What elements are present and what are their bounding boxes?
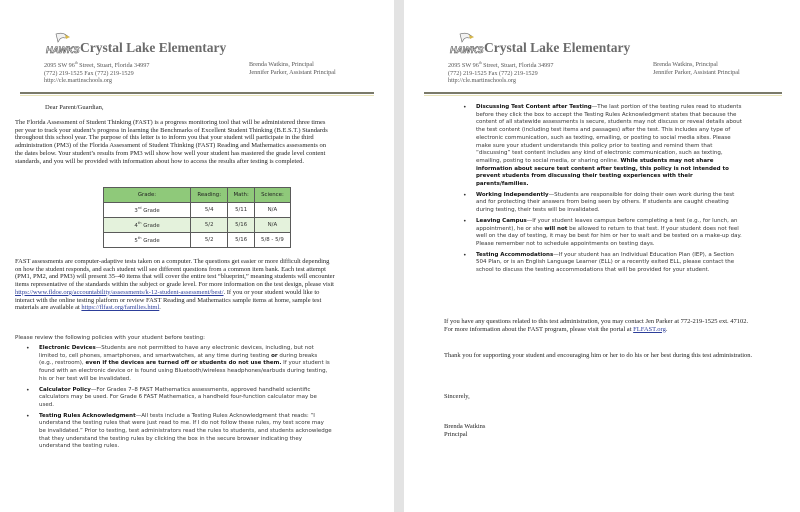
table-row xyxy=(104,218,291,233)
header-divider xyxy=(20,92,374,94)
flfast-families-link[interactable]: https://flfast.org/families.html xyxy=(81,304,160,312)
cell-grade: 4th Grade xyxy=(104,218,191,233)
cell-math: 5/16 xyxy=(228,233,254,248)
cell-math: 5/16 xyxy=(228,218,254,233)
document-page-1 xyxy=(0,0,394,512)
contact-paragraph xyxy=(444,318,764,333)
table-row xyxy=(104,233,291,248)
cell-reading: 5/2 xyxy=(191,233,228,248)
header-math: Math: xyxy=(228,188,254,203)
cell-grade: 3rd Grade xyxy=(104,203,191,218)
header-divider xyxy=(424,92,782,94)
document-page-2 xyxy=(404,0,800,512)
thanks-paragraph: Thank you for supporting your student and encouraging him or her to do his or her best during this test administration. xyxy=(444,352,753,359)
test-schedule-table xyxy=(103,187,291,248)
portal-line: For more information about the FAST program, please visit the portal at FLFAST.org. xyxy=(444,325,668,333)
table-header-row xyxy=(104,188,291,203)
cell-reading: 5/4 xyxy=(191,203,228,218)
policy-calculator: • Calculator Policy—For Grades 7–8 FAST Mathematics assessments, approved handheld scientific calculators may be used. For Grade 6 FAST Mathematics, a handheld four-function calculator may be used. xyxy=(39,387,332,410)
cell-grade: 5th Grade xyxy=(104,233,191,248)
policy-working-independently: • Working Independently—Students are responsible for doing their own work during the test and for protecting their answers from being seen by others. If students are caught cheating during testing, their tests will be invalidated. xyxy=(476,192,746,215)
header-reading: Reading: xyxy=(191,188,228,203)
administrators xyxy=(653,61,740,76)
signer-name: Brenda Watkins xyxy=(444,423,486,430)
cell-math: 5/11 xyxy=(228,203,254,218)
header-grade: Grade: xyxy=(104,188,191,203)
hawks-logo-icon xyxy=(44,32,80,56)
policies-intro: Please review the following policies with your student before testing: xyxy=(15,335,205,341)
school-address: 2095 SW 96th Street, Stuart, Florida 34997 (772) 219-1525 Fax (772) 219-1529 http://cle.martinschools.org xyxy=(44,61,150,85)
signature-block xyxy=(444,423,485,438)
assistant-principal-name: Jennifer Parker, Assistant Principal xyxy=(653,68,740,76)
header-divider-accent xyxy=(20,95,374,96)
closing: Sincerely, xyxy=(444,393,470,400)
contact-line: If you have any questions related to this test administration, you may contact Jen Parker at 772-219-1525 ext. 47102. xyxy=(444,318,749,325)
salutation: Dear Parent/Guardian, xyxy=(45,104,104,111)
adaptive-paragraph: FAST assessments are computer-adaptive tests taken on a computer. The questions get easier or more difficult depending on how the student responds, and each student will see different questions from a common item bank. Each test attempt (PM1, PM2, and PM3) will present 35–40 items that will cover the entire test “blueprint,” meaning students will encounter items representative of the standards within the subject or grade level. For more information on the test design, please visit https://www.fldoe.org/accountability/assessments/k-12-student-assessment/best/. If you or your student would like to interact with the online testing platform or review FAST Reading and Mathematics sample items at home, sample test materials are available at https://flfast.org/families.html. xyxy=(15,258,335,312)
policy-discussing-content: • Discussing Test Content after Testing—The last portion of the testing rules read to students before they click the box to accept the Testing Rules Acknowledgment states that because the content of all statewide assessments is secure, students may not discuss or reveal details about the test content (including test items and passages) after the test. This includes any type of electronic communication, such as texting, emailing, or posting to social media sites. Please make sure your student understands this policy prior to testing and remind them that “discussing” test content includes any kind of electronic communication, such as texting, emailing, posting to social media, or sharing online. While students may not share information about secure test content after testing, this policy is not intended to prevent students from discussing their testing experiences with their parents/families. xyxy=(476,104,746,189)
hawks-logo-icon xyxy=(448,32,484,56)
school-website: http://cle.martinschools.org xyxy=(448,77,516,85)
svg-text:HAWKS: HAWKS xyxy=(46,45,80,55)
school-website: http://cle.martinschools.org xyxy=(44,77,112,85)
administrators xyxy=(249,61,336,76)
table-row xyxy=(104,203,291,218)
cell-science: N/A xyxy=(254,203,290,218)
svg-text:HAWKS: HAWKS xyxy=(450,45,484,55)
header-divider-accent xyxy=(424,95,782,96)
policy-testing-rules: • Testing Rules Acknowledgment—All tests include a Testing Rules Acknowledgment that reads: “I understand the testing rules that were just read to me. If I do not follow these rules, my test score may be invalidated.” Prior to testing, test administrators read the rules to students, and students acknowledge that they understand the testing rules by clicking the box in the secure browser indicating they understand the testing rules. xyxy=(39,413,332,452)
policy-electronic-devices: • Electronic Devices—Students are not permitted to have any electronic devices, including, but not limited to, cell phones, smartphones, and smartwatches, at any time during testing or during breaks (e.g., restroom), even if the devices are turned off or students do not use them. If your student is found with an electronic device or is found using Bluetooth/wireless headphones/earbuds during testing, his or her test will be invalidated. xyxy=(39,345,332,384)
signer-title: Principal xyxy=(444,430,468,438)
school-phone: (772) 219-1525 Fax (772) 219-1529 xyxy=(448,69,538,77)
flfast-portal-link[interactable]: FLFAST.org xyxy=(633,325,666,333)
header-science: Science: xyxy=(254,188,290,203)
policy-leaving-campus: • Leaving Campus—If your student leaves campus before completing a test (e.g., for lunch, an appointment), he or she will not be allowed to return to that test. If your student does not feel well on the day of testing, it may be best for him or her to wait and be tested on a make-up day. Please remember not to schedule appointments on testing days. xyxy=(476,218,746,249)
policies-list-page1 xyxy=(17,345,332,454)
cell-science: N/A xyxy=(254,218,290,233)
assistant-principal-name: Jennifer Parker, Assistant Principal xyxy=(249,68,336,76)
policy-testing-accommodations: • Testing Accommodations—If your student has an Individual Education Plan (IEP), a Section 504 Plan, or is an English Language Learner (ELL) or a recently exited ELL, please contact the school to discuss the testing accommodations that will be provided for your student. xyxy=(476,252,746,275)
principal-name: Brenda Watkins, Principal xyxy=(653,61,718,68)
school-name: Crystal Lake Elementary xyxy=(80,40,227,55)
cell-science: 5/8 - 5/9 xyxy=(254,233,290,248)
school-name: Crystal Lake Elementary xyxy=(484,40,631,55)
intro-paragraph: The Florida Assessment of Student Thinking (FAST) is a progress monitoring tool that will be administered three times per year to track your student’s progress in learning the Benchmarks of Excellent Student Thinking (B.E.S.T.) Standards throughout this school year. The purpose of this letter is to inform you that your student will participate in the third administration (PM3) of the Florida Assessment of Student Thinking (FAST) Reading and Mathematics assessments on the dates below. Your student’s results from PM3 will show how well your student has mastered the grade level content standards, and you will be provided with information about how to access the results after testing is completed. xyxy=(15,119,328,165)
fldoe-best-link[interactable]: https://www.fldoe.org/accountability/assessments/k-12-student-assessment/best/ xyxy=(15,288,224,296)
school-address: 2095 SW 96th Street, Stuart, Florida 34997 (772) 219-1525 Fax (772) 219-1529 http://cle.martinschools.org xyxy=(448,61,554,85)
school-phone: (772) 219-1525 Fax (772) 219-1529 xyxy=(44,69,134,77)
principal-name: Brenda Watkins, Principal xyxy=(249,61,314,68)
policies-list-page2 xyxy=(454,104,746,278)
cell-reading: 5/2 xyxy=(191,218,228,233)
